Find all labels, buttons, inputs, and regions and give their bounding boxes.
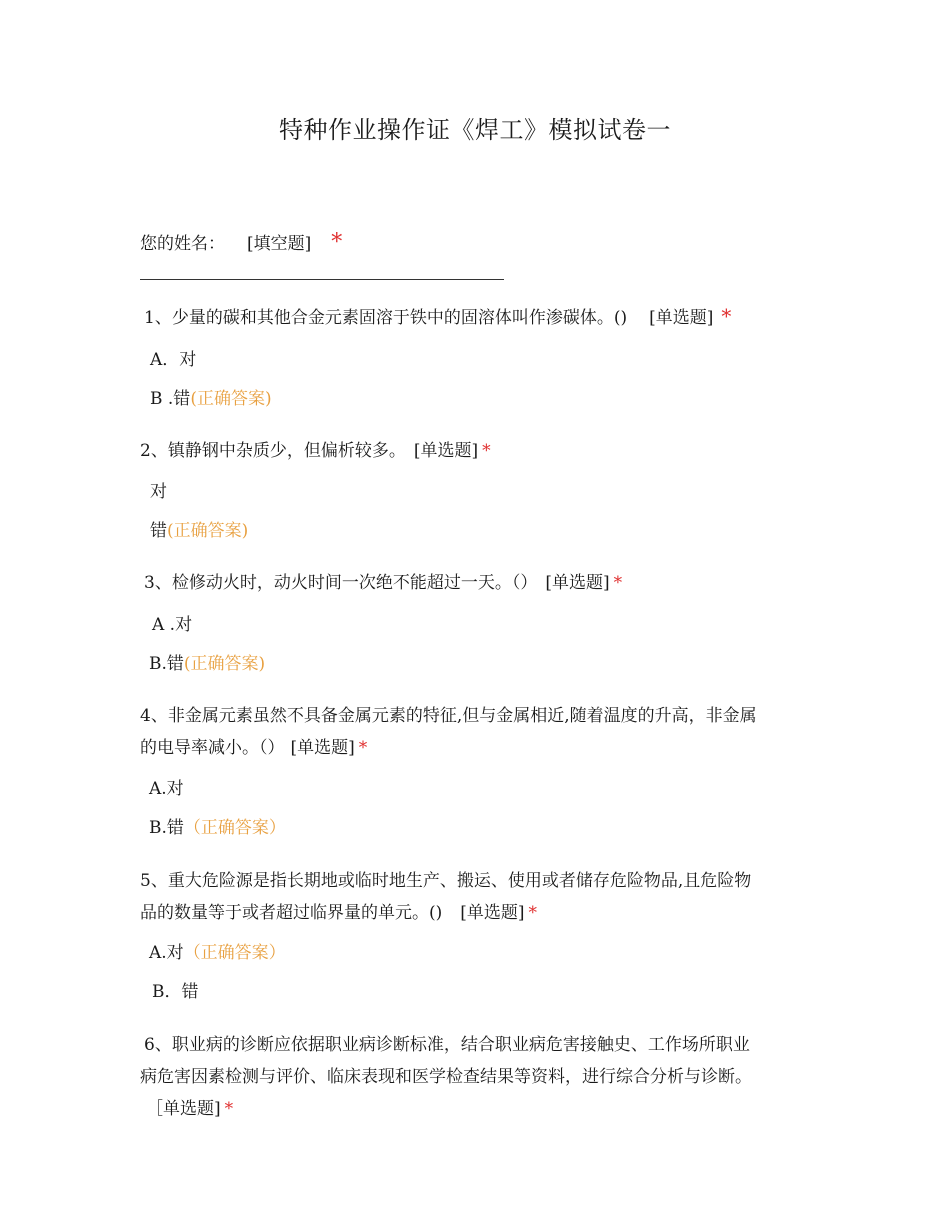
option-q4-a[interactable]: [149, 774, 184, 799]
question-number: 6: [144, 1035, 155, 1055]
question-text: 、非金属元素虽然不具备金属元素的特征,但与金属相近,随着温度的升高，非金属: [150, 706, 757, 726]
required-asterisk: *: [482, 441, 491, 461]
question-number: 1: [144, 308, 155, 328]
correct-answer-note: （正确答案）: [183, 943, 286, 963]
correct-answer-note: (正确答案): [190, 389, 272, 409]
name-field-label-row: [140, 229, 342, 255]
option-label: A.对: [149, 943, 184, 963]
question-number: 5: [140, 871, 151, 891]
required-asterisk: *: [331, 230, 343, 255]
required-asterisk: *: [721, 304, 732, 328]
question-type-tag: [单选题]: [290, 738, 355, 758]
question-text: 、职业病的诊断应依据职业病诊断标准，结合职业病危害接触史、工作场所职业: [154, 1035, 750, 1055]
option-label: B.错: [149, 818, 184, 838]
question-3: [140, 568, 622, 593]
question-type-tag: [单选题]: [649, 308, 714, 328]
question-6-type-row: [146, 1094, 233, 1119]
option-label: B .错: [150, 389, 191, 409]
question-number: 4: [140, 706, 151, 726]
question-1: [140, 303, 731, 328]
correct-answer-note: （正确答案）: [183, 818, 286, 838]
option-q5-a[interactable]: [149, 938, 286, 963]
question-type-tag: [单选题]: [460, 903, 525, 923]
name-input-underline[interactable]: [140, 279, 504, 280]
question-6: [140, 1030, 750, 1055]
question-text: 品的数量等于或者超过临界量的单元。(): [140, 903, 443, 923]
option-q2-b[interactable]: [150, 516, 248, 541]
question-type-tag: [单选题]: [545, 573, 610, 593]
option-q1-b[interactable]: [150, 384, 272, 409]
question-text: 、检修动火时，动火时间一次绝不能超过一天。（）: [154, 573, 538, 593]
question-text: 病危害因素检测与评价、临床表现和医学检查结果等资料，进行综合分析与诊断。: [140, 1067, 752, 1087]
question-5-continued: [140, 898, 537, 923]
question-2: [140, 436, 491, 461]
option-label: 错: [150, 521, 167, 541]
question-number: 2: [140, 441, 151, 461]
option-q5-b[interactable]: [152, 977, 199, 1002]
question-5: [140, 866, 751, 891]
correct-answer-note: (正确答案): [183, 654, 266, 674]
option-label: B.错: [149, 654, 184, 674]
option-label: A.对: [149, 779, 184, 799]
option-q3-b[interactable]: [149, 649, 265, 674]
option-q2-a[interactable]: [150, 477, 167, 502]
option-q1-a[interactable]: [150, 345, 196, 370]
option-label: A．对: [150, 350, 197, 370]
option-label: 对: [150, 482, 167, 502]
option-q4-b[interactable]: [149, 813, 286, 838]
question-text: 、镇静钢中杂质少，但偏析较多。: [150, 441, 406, 461]
question-type-tag: [填空题]: [247, 234, 312, 254]
question-number: 3: [144, 573, 155, 593]
correct-answer-note: (正确答案): [167, 521, 249, 541]
required-asterisk: *: [224, 1099, 234, 1119]
question-4-continued: [140, 733, 367, 758]
question-6-continued: [140, 1062, 752, 1087]
option-label: B．错: [152, 982, 199, 1002]
required-asterisk: *: [528, 903, 538, 923]
option-q3-a[interactable]: [152, 610, 192, 635]
question-type-tag: [单选题]: [413, 441, 479, 461]
required-asterisk: *: [358, 738, 368, 758]
required-asterisk: *: [613, 573, 623, 593]
question-text: 的电导率减小。（）: [140, 738, 285, 758]
name-field-label: 您的姓名：: [140, 234, 225, 254]
document-title: 特种作业操作证《焊工》模拟试卷一: [279, 116, 671, 144]
question-text: 、重大危险源是指长期地或临时地生产、搬运、使用或者储存危险物品,且危险物: [150, 871, 752, 891]
question-4: [140, 701, 757, 726]
question-type-tag: ［单选题]: [146, 1099, 221, 1119]
question-text: 、少量的碳和其他合金元素固溶于铁中的固溶体叫作渗碳体。(): [154, 308, 628, 328]
option-label: A .对: [152, 615, 193, 635]
